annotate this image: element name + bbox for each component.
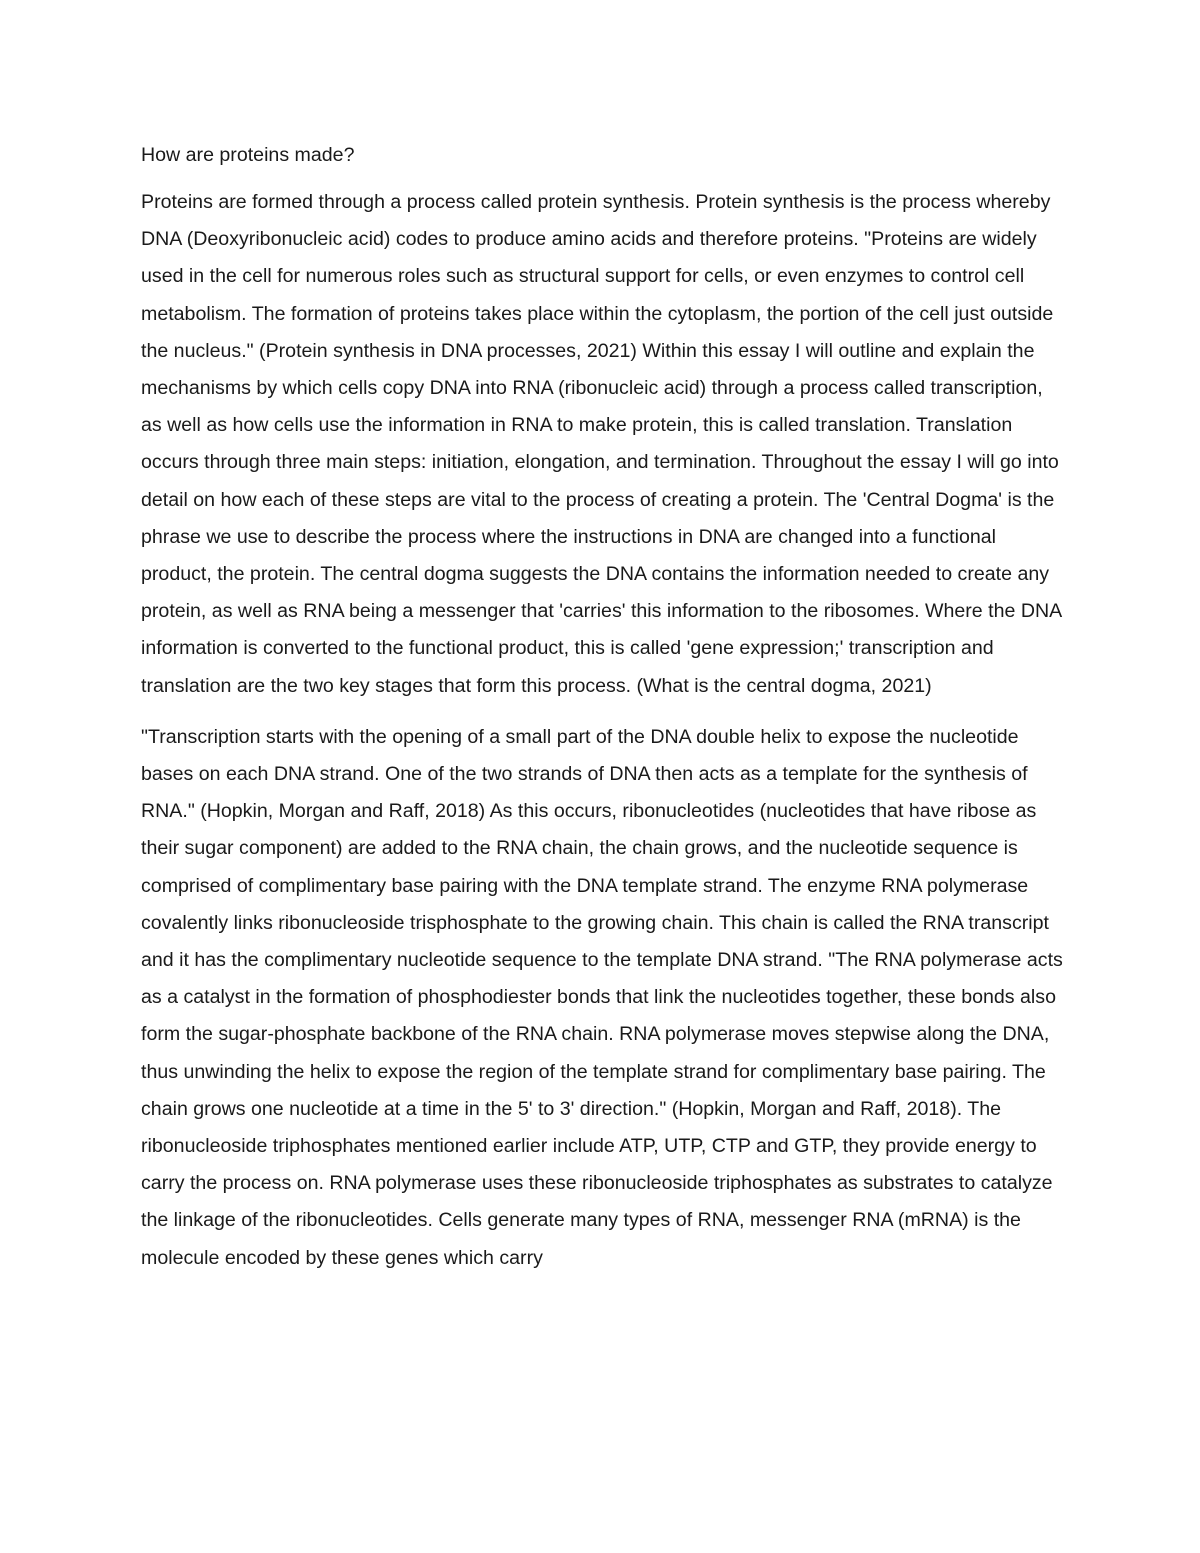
document-body — [141, 140, 1066, 1291]
paragraph-transcription: "Transcription starts with the opening of a small part of the DNA double helix to expose the nucleotide bases on each DNA strand. One of the two strands of DNA then acts as a template for the synthesis of RNA." (Hopkin, Morgan and Raff, 2018) As this occurs, ribonucleotides (nucleotides that have ribose as their sugar component) are added to the RNA chain, the chain grows, and the nucleotide sequence is comprised of complimentary base pairing with the DNA template strand. The enzyme RNA polymerase covalently links ribonucleoside trisphosphate to the growing chain. This chain is called the RNA transcript and it has the complimentary nucleotide sequence to the template DNA strand. "The RNA polymerase acts as a catalyst in the formation of phosphodiester bonds that link the nucleotides together, these bonds also form the sugar-phosphate backbone of the RNA chain. RNA polymerase moves stepwise along the DNA, thus unwinding the helix to expose the region of the template strand for complimentary base pairing. The chain grows one nucleotide at a time in the 5' to 3' direction." (Hopkin, Morgan and Raff, 2018). The ribonucleoside triphosphates mentioned earlier include ATP, UTP, CTP and GTP, they provide energy to carry the process on. RNA polymerase uses these ribonucleoside triphosphates as substrates to catalyze the linkage of the ribonucleotides. Cells generate many types of RNA, messenger RNA (mRNA) is the molecule encoded by these genes which carry — [141, 725, 1063, 1269]
document-title: How are proteins made? — [141, 144, 355, 166]
paragraph-intro: Proteins are formed through a process called protein synthesis. Protein synthesis is the process whereby DNA (Deoxyribonucleic acid) codes to produce amino acids and therefore proteins. "Proteins are widely used in the cell for numerous roles such as structural support for cells, or even enzymes to control cell metabolism. The formation of proteins takes place within the cytoplasm, the portion of the cell just outside the nucleus." (Protein synthesis in DNA processes, 2021) Within this essay I will outline and explain the mechanisms by which cells copy DNA into RNA (ribonucleic acid) through a process called transcription, as well as how cells use the information in RNA to make protein, this is called translation. Translation occurs through three main steps: initiation, elongation, and termination. Throughout the essay I will go into detail on how each of these steps are vital to the process of creating a protein. The 'Central Dogma' is the phrase we use to describe the process where the instructions in DNA are changed into a functional product, the protein. The central dogma suggests the DNA contains the information needed to create any protein, as well as RNA being a messenger that 'carries' this information to the ribosomes. Where the DNA information is converted to the functional product, this is called 'gene expression;' transcription and translation are the two key stages that form this process. (What is the central dogma, 2021) — [141, 191, 1062, 697]
